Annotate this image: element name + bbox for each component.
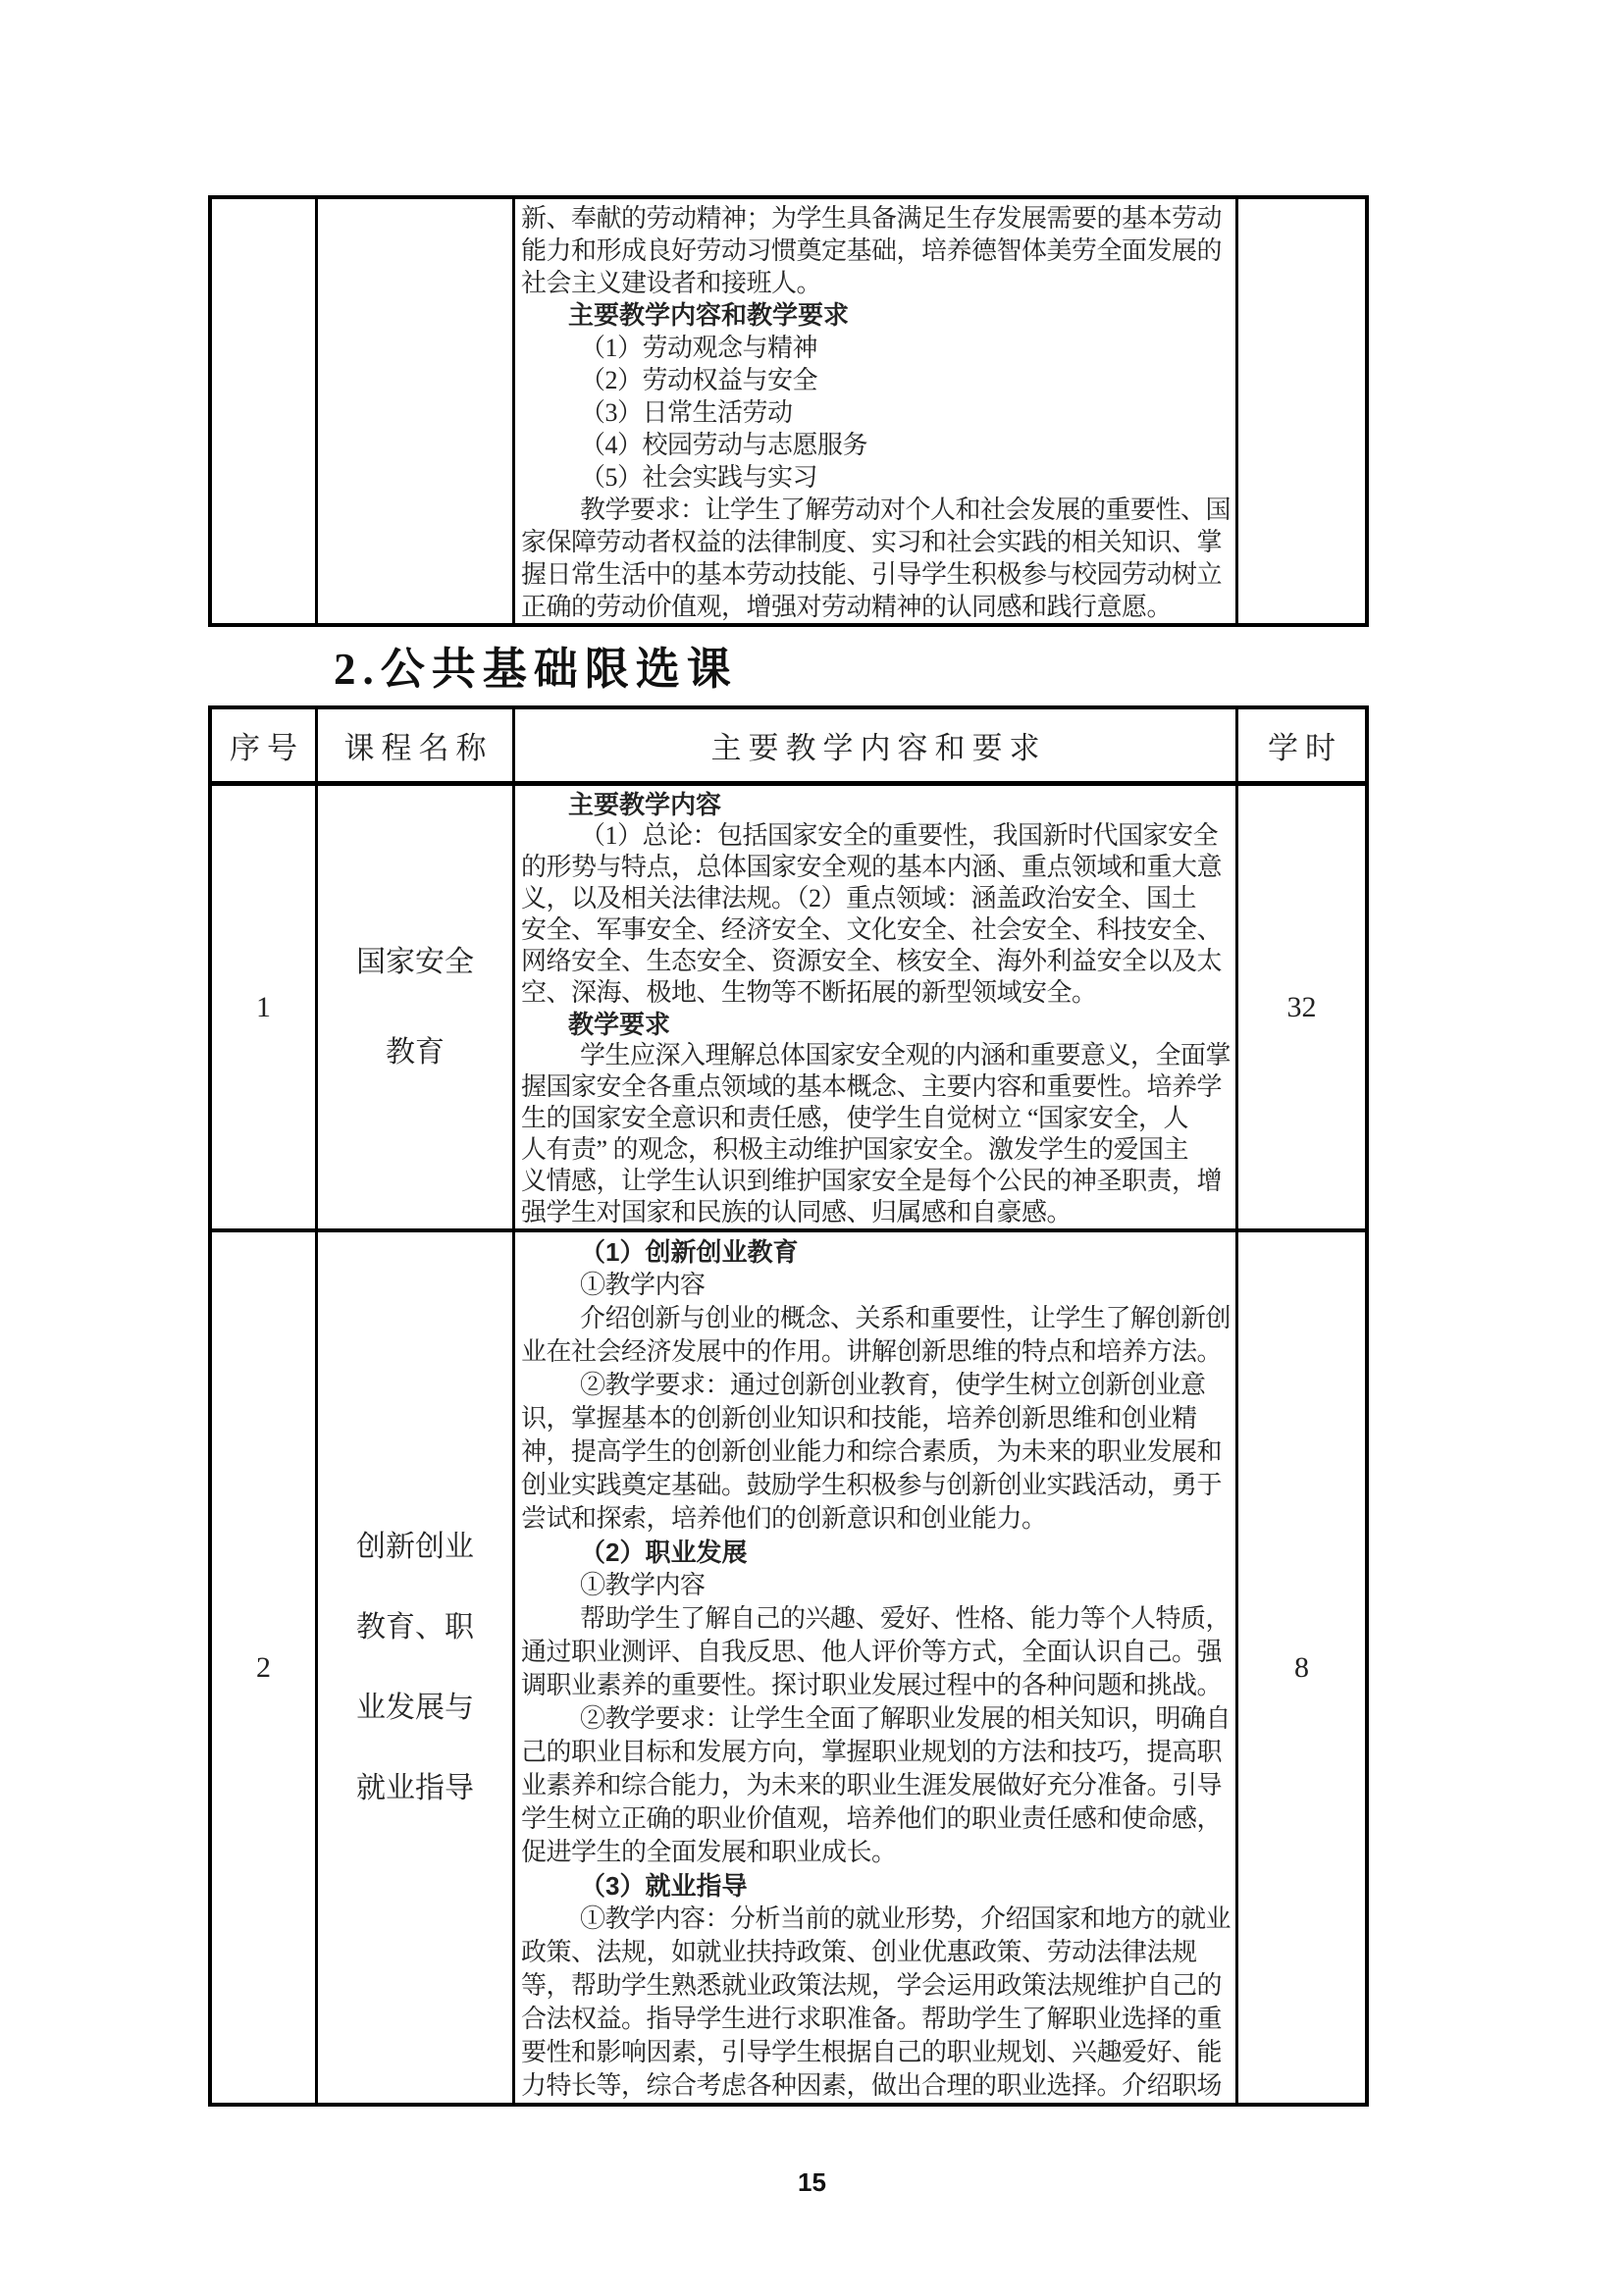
- text-line: 握日常生活中的基本劳动技能、引导学生积极参与校园劳动树立: [521, 560, 1223, 589]
- text-line: 安全、军事安全、经济安全、文化安全、社会安全、科技安全、: [521, 915, 1223, 944]
- text-line: 主要教学内容和教学要求: [568, 300, 850, 330]
- text-line: 调职业素养的重要性。探讨职业发展过程中的各种问题和挑战。: [521, 1671, 1223, 1699]
- hours-cell: [1238, 786, 1365, 1232]
- text-line: 教学要求：让学生了解劳动对个人和社会发展的重要性、国: [580, 496, 1231, 524]
- text-line: 通过职业测评、自我反思、他人评价等方式，全面认识自己。强: [521, 1638, 1223, 1666]
- page-content: [208, 195, 1369, 2107]
- text-line: 能力和形成良好劳动习惯奠定基础，培养德智体美劳全面发展的: [521, 236, 1223, 265]
- text-line: 强学生对国家和民族的认同感、归属感和自豪感。: [521, 1198, 1073, 1226]
- text-line: （1）劳动观念与精神: [580, 334, 818, 362]
- text-line: 帮助学生了解自己的兴趣、爱好、性格、能力等个人特质，: [580, 1604, 1231, 1633]
- text-line: 学生应深入理解总体国家安全观的内涵和重要意义，全面掌: [580, 1041, 1231, 1069]
- section-heading: 2.公共基础限选课: [334, 645, 738, 694]
- text-line: （1）创新创业教育: [580, 1237, 799, 1267]
- text-line: 教学要求: [568, 1010, 671, 1039]
- header-course-name: 课程名称: [318, 709, 515, 786]
- text-line: 创新创业: [356, 1530, 474, 1563]
- text-line: 要性和影响因素，引导学生根据自己的职业规划、兴趣爱好、能: [521, 2038, 1223, 2066]
- text-line: 义，以及相关法律法规。（2）重点领域：涵盖政治安全、国土: [521, 884, 1197, 913]
- text-line: ①教学内容: [580, 1571, 706, 1599]
- text-line: 家保障劳动者权益的法律制度、实习和社会实践的相关知识、掌: [521, 528, 1223, 556]
- course-name-cell-empty: [318, 199, 515, 623]
- course-name-cell: [318, 1232, 515, 2103]
- text-line: 尝试和探索，培养他们的创新意识和创业能力。: [521, 1504, 1047, 1533]
- text-line: 等，帮助学生熟悉就业政策法规，学会运用政策法规维护自己的: [521, 1971, 1223, 2000]
- text-line: 神，提高学生的创新创业能力和综合素质，为未来的职业发展和: [521, 1437, 1223, 1466]
- text-line: 政策、法规，如就业扶持政策、创业优惠政策、劳动法律法规: [521, 1938, 1197, 1966]
- text-line: 业素养和综合能力，为未来的职业生涯发展做好充分准备。引导: [521, 1771, 1223, 1799]
- hours-cell: [1238, 1232, 1365, 2103]
- text-line: （4）校园劳动与志愿服务: [580, 431, 868, 459]
- text-line: 教育: [386, 1035, 445, 1069]
- page-number: 15: [798, 2167, 826, 2197]
- seq-cell-empty: [212, 199, 318, 623]
- text-line: 人有责” 的观念，积极主动维护国家安全。激发学生的爱国主: [521, 1135, 1189, 1164]
- text-line: 识，掌握基本的创新创业知识和技能，培养创新思维和创业精: [521, 1404, 1197, 1433]
- header-content: 主要教学内容和要求: [515, 709, 1238, 786]
- teaching-content-cell: [515, 199, 1238, 623]
- text-line: 主要教学内容: [568, 790, 722, 819]
- seq-cell: [212, 786, 318, 1232]
- text-line: 国家安全: [356, 945, 474, 978]
- text-line: （2）劳动权益与安全: [580, 366, 818, 394]
- text-line: 握国家安全各重点领域的基本概念、主要内容和重要性。培养学: [521, 1072, 1223, 1101]
- text-line: ①教学内容：分析当前的就业形势，介绍国家和地方的就业: [580, 1904, 1231, 1933]
- text-line: 网络安全、生态安全、资源安全、核安全、海外利益安全以及太: [521, 947, 1223, 975]
- text-line: 就业指导: [356, 1771, 474, 1804]
- teaching-content-cell: [515, 786, 1238, 1232]
- text-line: 业发展与: [356, 1691, 474, 1724]
- text-line: 社会主义建设者和接班人。: [521, 269, 822, 297]
- text-line: 生的国家安全意识和责任感，使学生自觉树立 “国家安全，人: [521, 1104, 1189, 1132]
- labor-education-table-continuation: [208, 195, 1369, 627]
- text-line: （2）职业发展: [580, 1538, 748, 1567]
- teaching-content-cell: [515, 1232, 1238, 2103]
- text-line: ①教学内容: [580, 1271, 706, 1299]
- text-line: 学生树立正确的职业价值观，培养他们的职业责任感和使命感，: [521, 1804, 1223, 1833]
- text-line: （3）日常生活劳动: [580, 398, 793, 427]
- seq-value: 1: [256, 990, 271, 1023]
- course-name-cell: [318, 786, 515, 1232]
- hours-cell-empty: [1238, 199, 1365, 623]
- hours-value: 32: [1286, 990, 1317, 1023]
- text-line: 教育、职: [356, 1610, 474, 1643]
- text-line: （5）社会实践与实习: [580, 463, 818, 492]
- text-line: ②教学要求：让学生全面了解职业发展的相关知识，明确自: [580, 1704, 1231, 1733]
- text-line: 义情感，让学生认识到维护国家安全是每个公民的神圣职责，增: [521, 1167, 1223, 1195]
- seq-cell: [212, 1232, 318, 2103]
- text-line: 正确的劳动价值观，增强对劳动精神的认同感和践行意愿。: [521, 593, 1173, 621]
- text-line: 促进学生的全面发展和职业成长。: [521, 1838, 897, 1866]
- seq-value: 2: [256, 1650, 271, 1684]
- text-line: 力特长等，综合考虑各种因素，做出合理的职业选择。介绍职场: [521, 2071, 1223, 2100]
- text-line: ②教学要求：通过创新创业教育，使学生树立创新创业意: [580, 1371, 1206, 1399]
- text-line: （1）总论：包括国家安全的重要性，我国新时代国家安全: [580, 821, 1219, 850]
- text-line: 己的职业目标和发展方向，掌握职业规划的方法和技巧，提高职: [521, 1738, 1223, 1766]
- header-hours: 学时: [1238, 709, 1365, 786]
- elective-course-table: [208, 705, 1369, 2107]
- text-line: 空、深海、极地、生物等不断拓展的新型领域安全。: [521, 978, 1097, 1007]
- text-line: （3）就业指导: [580, 1871, 748, 1901]
- text-line: 的形势与特点，总体国家安全观的基本内涵、重点领域和重大意: [521, 853, 1223, 881]
- header-seq: 序号: [212, 709, 318, 786]
- text-line: 创业实践奠定基础。鼓励学生积极参与创新创业实践活动，勇于: [521, 1471, 1223, 1499]
- text-line: 新、奉献的劳动精神；为学生具备满足生存发展需要的基本劳动: [521, 204, 1223, 233]
- text-line: 介绍创新与创业的概念、关系和重要性，让学生了解创新创: [580, 1304, 1231, 1332]
- hours-value: 8: [1294, 1650, 1309, 1684]
- text-line: 合法权益。指导学生进行求职准备。帮助学生了解职业选择的重: [521, 2005, 1223, 2033]
- text-line: 业在社会经济发展中的作用。讲解创新思维的特点和培养方法。: [521, 1337, 1223, 1366]
